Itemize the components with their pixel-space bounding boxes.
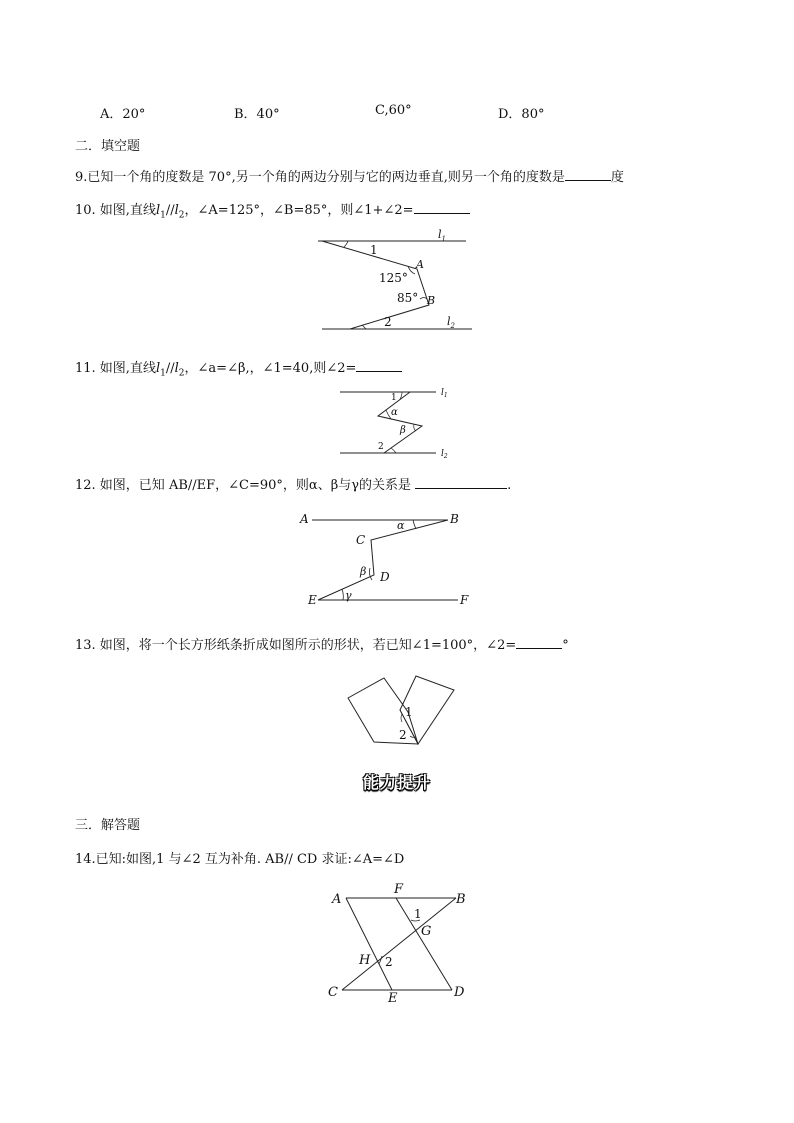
point-b-label: B <box>427 294 436 307</box>
line-l2-sub: 2 <box>178 368 185 379</box>
line-l1-label: $l_1$ <box>441 388 448 399</box>
line-l1-label: $l_1$ <box>438 228 446 243</box>
answer-blank <box>415 476 507 489</box>
line-l2: l <box>174 361 179 376</box>
point-g-label: G <box>421 924 432 939</box>
gamma-label: γ <box>345 589 352 602</box>
alpha-label: α <box>397 519 405 532</box>
point-c-label: C <box>356 533 366 547</box>
parallel-sign: // <box>165 203 175 218</box>
point-h-label: H <box>359 953 371 968</box>
question-10-prefix: 10. 如图,直线 <box>75 203 156 218</box>
question-10 <box>75 199 470 221</box>
angle-1-label: 1 <box>391 393 397 403</box>
question-13-end: ° <box>562 638 569 653</box>
angle-2-label: 2 <box>385 955 393 969</box>
question-12-text: 12. 如图，已知 AB//EF，∠C=90°，则α、β与γ的关系是 <box>75 478 411 493</box>
option-d: D．80° <box>498 107 545 122</box>
line-l2-sub: 2 <box>178 210 185 221</box>
question-11 <box>75 357 402 379</box>
figure-q12 <box>296 508 476 608</box>
angle-b-value: 85° <box>397 291 419 305</box>
question-9 <box>75 166 624 185</box>
option-b: B．40° <box>234 107 280 122</box>
section-title-answers: 三．解答题 <box>75 818 141 833</box>
line-l1: l <box>155 361 161 376</box>
figure-q10 <box>310 226 480 336</box>
figure-q13 <box>340 668 464 752</box>
question-11-condition: ，∠a=∠β,，∠1=40,则∠2= <box>184 361 357 376</box>
answer-blank <box>356 359 402 372</box>
beta-label: β <box>360 565 367 578</box>
line-l1-sub: 1 <box>160 210 166 221</box>
answer-blank <box>516 636 562 649</box>
point-c-label: C <box>328 985 338 1000</box>
question-14: 14.已知:如图,1 与∠2 互为补角. AB// CD 求证:∠A=∠D <box>75 852 405 867</box>
option-c: C,60° <box>375 103 412 118</box>
question-11-prefix: 11. 如图,直线 <box>75 361 156 376</box>
angle-1-label: 1 <box>414 907 422 921</box>
point-e-label: E <box>388 991 398 1006</box>
question-13-text: 13. 如图，将一个长方形纸条折成如图所示的形状，若已知∠1=100°，∠2= <box>75 638 517 653</box>
point-f-label: F <box>394 882 404 897</box>
section-title-fill-in: 二．填空题 <box>75 139 141 154</box>
answer-blank <box>565 168 611 181</box>
question-13 <box>75 634 569 653</box>
point-f-label: F <box>460 593 469 607</box>
question-9-text: 9.已知一个角的度数是 70°,另一个角的两边分别与它的两边垂直,则另一个角的度数是 <box>75 170 565 185</box>
point-b-label: B <box>450 512 459 526</box>
line-l1: l <box>155 203 161 218</box>
angle-1-label: 1 <box>370 243 378 257</box>
question-9-suffix: 度 <box>610 170 624 185</box>
figure-q11 <box>336 384 456 460</box>
point-d-label: D <box>454 985 465 1000</box>
point-e-label: E <box>308 593 317 607</box>
option-a: A．20° <box>100 107 146 122</box>
question-12 <box>75 474 511 493</box>
parallel-sign: // <box>165 361 175 376</box>
answer-blank <box>414 201 470 214</box>
point-d-label: D <box>380 570 390 584</box>
angle-2-label: 2 <box>399 728 407 742</box>
line-l2: l <box>174 203 179 218</box>
angle-2-label: 2 <box>384 315 392 329</box>
point-b-label: B <box>456 892 466 907</box>
angle-1-label: 1 <box>405 705 413 719</box>
angle-a-value: 125° <box>379 271 408 285</box>
line-l2-label: $l_2$ <box>441 449 448 460</box>
line-l2-label: $l_2$ <box>447 315 455 330</box>
point-a-label: A <box>416 258 424 271</box>
figure-q14 <box>322 880 474 1008</box>
question-12-end: . <box>507 478 512 493</box>
angle-2-label: 2 <box>378 442 384 452</box>
beta-label: β <box>400 425 406 436</box>
line-l1-sub: 1 <box>160 368 166 379</box>
point-a-label: A <box>332 892 342 907</box>
section-banner: 能力提升 <box>362 773 431 792</box>
point-a-label: A <box>300 512 309 526</box>
question-10-condition: ，∠A=125°，∠B=85°，则∠1+∠2= <box>184 203 414 218</box>
alpha-label: α <box>391 407 398 418</box>
